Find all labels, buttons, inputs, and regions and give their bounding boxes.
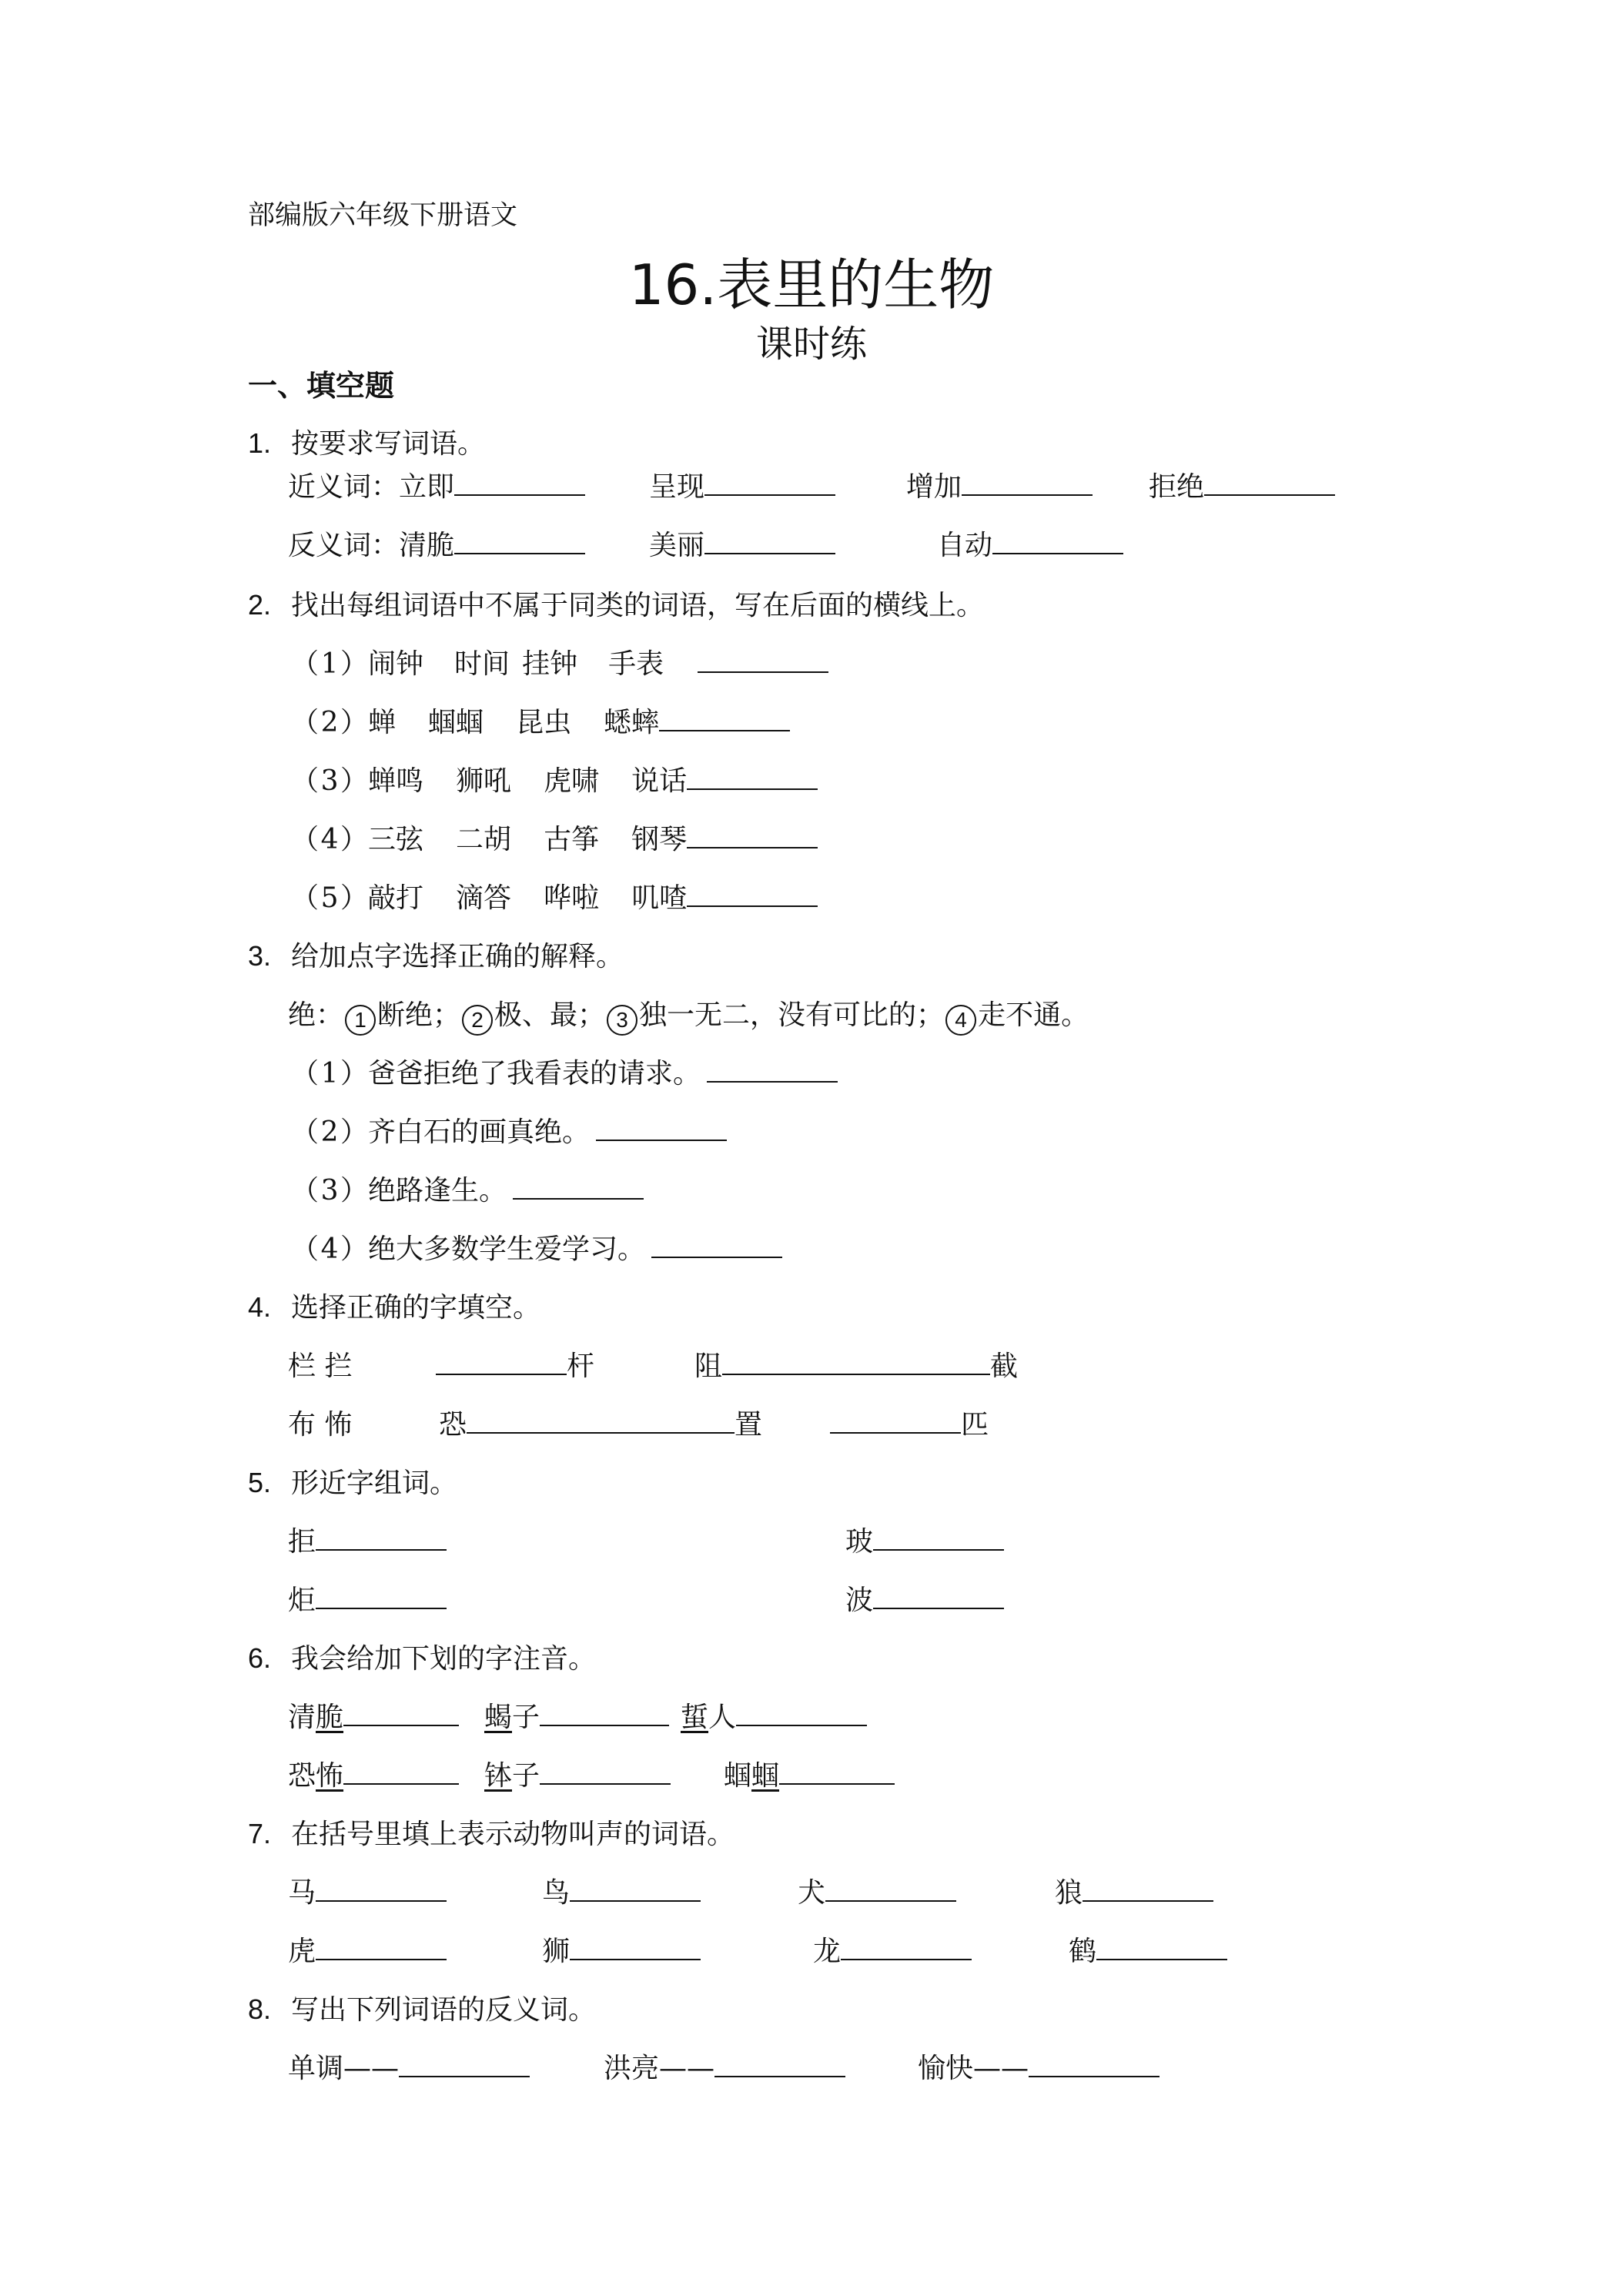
question-number: 5.: [248, 1467, 272, 1498]
sentence: 齐白石的画真绝。: [368, 1116, 591, 1148]
word-part: 蝈: [724, 1760, 752, 1792]
question-5: [248, 1461, 457, 1501]
answer-blank[interactable]: [316, 1879, 447, 1902]
question-2: [248, 584, 984, 623]
answer-blank[interactable]: [687, 767, 818, 790]
answer-blank[interactable]: [1204, 473, 1335, 496]
q7-item: [288, 1871, 447, 1910]
q1-synonym-item: [906, 465, 1093, 504]
q7-item: [1069, 1930, 1227, 1969]
underlined-char: 脆: [316, 1702, 344, 1733]
word: 叽喳: [631, 882, 688, 914]
q3-definitions: [288, 993, 1089, 1036]
item-number: 2: [320, 1116, 339, 1148]
circled-number: 2: [462, 1005, 493, 1036]
q4-blank-4: [830, 1403, 989, 1442]
q6-item: [288, 1754, 459, 1793]
q1-synonym-row: [288, 465, 585, 504]
q5-item: [845, 1578, 1004, 1618]
q6-item: [484, 1695, 669, 1735]
answer-blank[interactable]: [873, 1586, 1004, 1609]
q8-item: [604, 2047, 845, 2086]
animal: 鹤: [1069, 1936, 1097, 1967]
question-text: 写出下列词语的反义词。: [291, 1994, 597, 2026]
word: 钢琴: [631, 824, 688, 855]
circled-number: 4: [945, 1005, 976, 1036]
paren-close: ）: [340, 648, 369, 680]
q1-antonym-item: [649, 524, 835, 563]
word: 恐: [439, 1409, 467, 1441]
word: 挂钟: [522, 648, 578, 680]
answer-blank[interactable]: [570, 1879, 701, 1902]
word: 时间: [454, 648, 510, 680]
animal: 狼: [1055, 1877, 1083, 1909]
word: 古筝: [544, 824, 600, 855]
subject-label: 部编版六年级下册语文: [248, 200, 518, 231]
definition: 走不通。: [978, 999, 1089, 1031]
question-text: 在括号里填上表示动物叫声的词语。: [291, 1819, 735, 1850]
question-number: 2.: [248, 589, 272, 621]
definition: 独一无二，没有可比的；: [639, 999, 945, 1031]
word-part: 子: [512, 1760, 540, 1792]
definition: 断绝；: [377, 999, 461, 1031]
q7-item: [813, 1930, 972, 1969]
word: 狮吼: [456, 765, 512, 797]
word: 单调——: [288, 2053, 400, 2084]
def-label: 绝：: [288, 999, 344, 1031]
answer-blank[interactable]: [714, 2054, 845, 2077]
question-text: 形近字组词。: [291, 1468, 458, 1499]
answer-blank[interactable]: [513, 1176, 644, 1200]
question-1: [248, 422, 485, 461]
question-text: 我会给加下划的字注音。: [291, 1643, 597, 1675]
word: 敲打: [368, 882, 424, 914]
group-number: 4: [320, 824, 339, 855]
question-8: [248, 1988, 596, 2027]
question-number: 1.: [248, 427, 272, 459]
word: 拒绝: [1149, 471, 1205, 503]
q6-item: [681, 1695, 867, 1735]
question-number: 3.: [248, 940, 272, 972]
paren-close: ）: [340, 882, 369, 914]
page-subtitle: 课时练: [755, 323, 867, 366]
char: 拒: [288, 1526, 316, 1558]
animal: 犬: [798, 1877, 826, 1909]
answer-blank[interactable]: [687, 825, 818, 848]
q2-group-4: [291, 818, 818, 857]
underlined-char: 蜇: [681, 1702, 709, 1733]
q6-item: [288, 1695, 459, 1735]
q5-item: [288, 1578, 447, 1618]
word: 截: [990, 1350, 1019, 1382]
answer-blank[interactable]: [570, 1937, 701, 1960]
question-text: 给加点字选择正确的解释。: [291, 941, 624, 972]
answer-blank[interactable]: [659, 708, 790, 731]
q4-blank-2: [694, 1344, 1018, 1384]
word: 蝈蝈: [428, 707, 484, 738]
animal: 虎: [288, 1936, 316, 1967]
word: 虎啸: [544, 765, 600, 797]
answer-blank[interactable]: [1096, 1937, 1227, 1960]
animal: 鸟: [542, 1877, 571, 1909]
group-number: 5: [320, 882, 339, 914]
underlined-char: 怖: [316, 1760, 344, 1792]
word: 愉快——: [918, 2053, 1029, 2084]
word: 蝉鸣: [368, 765, 424, 797]
q3-item-4: （4）绝大多数学生爱学习。: [291, 1227, 782, 1267]
item-number: 1: [320, 1058, 339, 1089]
q3-item-2: （2）齐白石的画真绝。: [291, 1110, 727, 1150]
answer-blank[interactable]: [687, 884, 818, 907]
question-number: 8.: [248, 1993, 272, 2025]
word: 美丽: [649, 530, 705, 561]
q1-antonym-item: [937, 524, 1123, 563]
question-number: 4.: [248, 1291, 272, 1323]
paren-open: （: [291, 707, 320, 738]
question-text: 按要求写词语。: [291, 428, 486, 460]
answer-blank[interactable]: [830, 1411, 961, 1434]
definition: 极、最；: [494, 999, 606, 1031]
question-6: [248, 1637, 596, 1676]
circled-number: 1: [345, 1005, 376, 1036]
section-title: 一、填空题: [248, 369, 395, 403]
animal: 马: [288, 1877, 316, 1909]
question-number: 6.: [248, 1642, 272, 1674]
char: 波: [845, 1585, 874, 1616]
char: 炬: [288, 1585, 316, 1616]
word: 洪亮——: [604, 2053, 715, 2084]
antonym-label: 反义词：: [288, 530, 400, 561]
answer-blank[interactable]: [992, 531, 1123, 554]
q7-item: [542, 1871, 701, 1910]
answer-blank[interactable]: [399, 2054, 530, 2077]
answer-blank[interactable]: [596, 1118, 727, 1141]
q8-item: [918, 2047, 1160, 2086]
sentence: 爸爸拒绝了我看表的请求。: [368, 1058, 701, 1089]
answer-blank[interactable]: [722, 1352, 990, 1375]
animal: 狮: [542, 1936, 571, 1967]
q1-antonym-row: [288, 524, 585, 563]
q7-item: [288, 1930, 447, 1969]
paren-open: （: [291, 882, 320, 914]
q6-item: [724, 1754, 895, 1793]
synonym-label: 近义词：: [288, 471, 400, 503]
q7-item: [1055, 1871, 1213, 1910]
q4-blank-1: [436, 1344, 594, 1384]
sentence: 绝大多数学生爱学习。: [368, 1233, 646, 1265]
page-title: 16.表里的生物: [628, 253, 995, 317]
word: 蟋蟀: [604, 707, 660, 738]
word: 立即: [399, 471, 455, 503]
word: 二胡: [456, 824, 512, 855]
paren-open: （: [291, 648, 320, 680]
answer-blank[interactable]: [454, 531, 585, 554]
word: 三弦: [368, 824, 424, 855]
answer-blank[interactable]: [704, 473, 835, 496]
q6-item: [484, 1754, 671, 1793]
q3-item-3: （3）绝路逢生。: [291, 1169, 644, 1208]
answer-blank[interactable]: [540, 1762, 671, 1785]
q7-item: [798, 1871, 956, 1910]
answer-blank[interactable]: [343, 1703, 459, 1726]
answer-blank[interactable]: [825, 1879, 956, 1902]
word: 闹钟: [368, 648, 424, 680]
answer-blank[interactable]: [454, 473, 585, 496]
answer-blank[interactable]: [1029, 2054, 1160, 2077]
answer-blank[interactable]: [736, 1703, 867, 1726]
paren-open: （: [291, 765, 320, 797]
answer-blank[interactable]: [316, 1937, 447, 1960]
q5-item: [288, 1520, 447, 1559]
word: 滴答: [456, 882, 512, 914]
answer-blank[interactable]: [962, 473, 1093, 496]
word-part: 子: [512, 1702, 540, 1733]
item-number: 3: [320, 1175, 339, 1207]
answer-blank[interactable]: [779, 1762, 895, 1785]
question-4: [248, 1286, 540, 1325]
word: 杆: [567, 1350, 595, 1382]
answer-blank[interactable]: [651, 1235, 782, 1258]
q4-chars-1: 栏 拦: [288, 1350, 353, 1382]
word: 增加: [906, 471, 962, 503]
word-part: 人: [708, 1702, 737, 1733]
answer-blank[interactable]: [704, 531, 835, 554]
word: 阻: [694, 1350, 723, 1382]
underlined-char: 钵: [484, 1760, 513, 1792]
group-number: 1: [320, 648, 339, 680]
word: 说话: [631, 765, 688, 797]
q2-group-3: [291, 759, 818, 798]
question-number: 7.: [248, 1818, 272, 1849]
word-part: 恐: [288, 1760, 316, 1792]
underlined-char: 蝈: [751, 1760, 780, 1792]
word: 置: [735, 1409, 763, 1441]
group-number: 3: [320, 765, 339, 797]
circled-number: 3: [607, 1005, 637, 1036]
answer-blank[interactable]: [436, 1352, 567, 1375]
q3-item-1: （1）爸爸拒绝了我看表的请求。: [291, 1052, 838, 1091]
question-text: 选择正确的字填空。: [291, 1292, 541, 1324]
answer-blank[interactable]: [841, 1937, 972, 1960]
word: 哗啦: [544, 882, 600, 914]
question-7: [248, 1812, 735, 1852]
answer-blank[interactable]: [540, 1703, 669, 1726]
answer-blank[interactable]: [1083, 1879, 1213, 1902]
answer-blank[interactable]: [873, 1528, 1004, 1551]
question-text: 找出每组词语中不属于同类的词语，写在后面的横线上。: [291, 590, 985, 621]
q2-group-2: [291, 701, 790, 740]
char: 玻: [845, 1526, 874, 1558]
answer-blank[interactable]: [698, 650, 828, 673]
paren-open: （: [291, 824, 320, 855]
word: 清脆: [399, 530, 455, 561]
q1-synonym-item: [1149, 465, 1335, 504]
sentence: 绝路逢生。: [368, 1175, 507, 1207]
word: 自动: [937, 530, 993, 561]
q7-item: [542, 1930, 701, 1969]
word: 手表: [608, 648, 664, 680]
animal: 龙: [813, 1936, 842, 1967]
q8-item: [288, 2047, 530, 2086]
q2-group-1: [291, 642, 828, 681]
underlined-char: 蝎: [484, 1702, 513, 1733]
word-part: 清: [288, 1702, 316, 1733]
paren-close: ）: [340, 707, 369, 738]
word: 匹: [961, 1409, 989, 1441]
answer-blank[interactable]: [467, 1411, 735, 1434]
answer-blank[interactable]: [343, 1762, 459, 1785]
paren-close: ）: [340, 824, 369, 855]
group-number: 2: [320, 707, 339, 738]
q2-group-5: [291, 876, 818, 915]
paren-close: ）: [340, 765, 369, 797]
question-3: [248, 935, 624, 974]
q4-chars-2: 布 怖: [288, 1409, 353, 1441]
item-number: 4: [320, 1233, 339, 1265]
answer-blank[interactable]: [707, 1059, 838, 1083]
answer-blank[interactable]: [316, 1586, 447, 1609]
q1-synonym-item: [649, 465, 835, 504]
word: 呈现: [649, 471, 705, 503]
word: 蝉: [368, 707, 397, 738]
q5-item: [845, 1520, 1004, 1559]
word: 昆虫: [516, 707, 572, 738]
answer-blank[interactable]: [316, 1528, 447, 1551]
q4-blank-3: [439, 1403, 762, 1442]
